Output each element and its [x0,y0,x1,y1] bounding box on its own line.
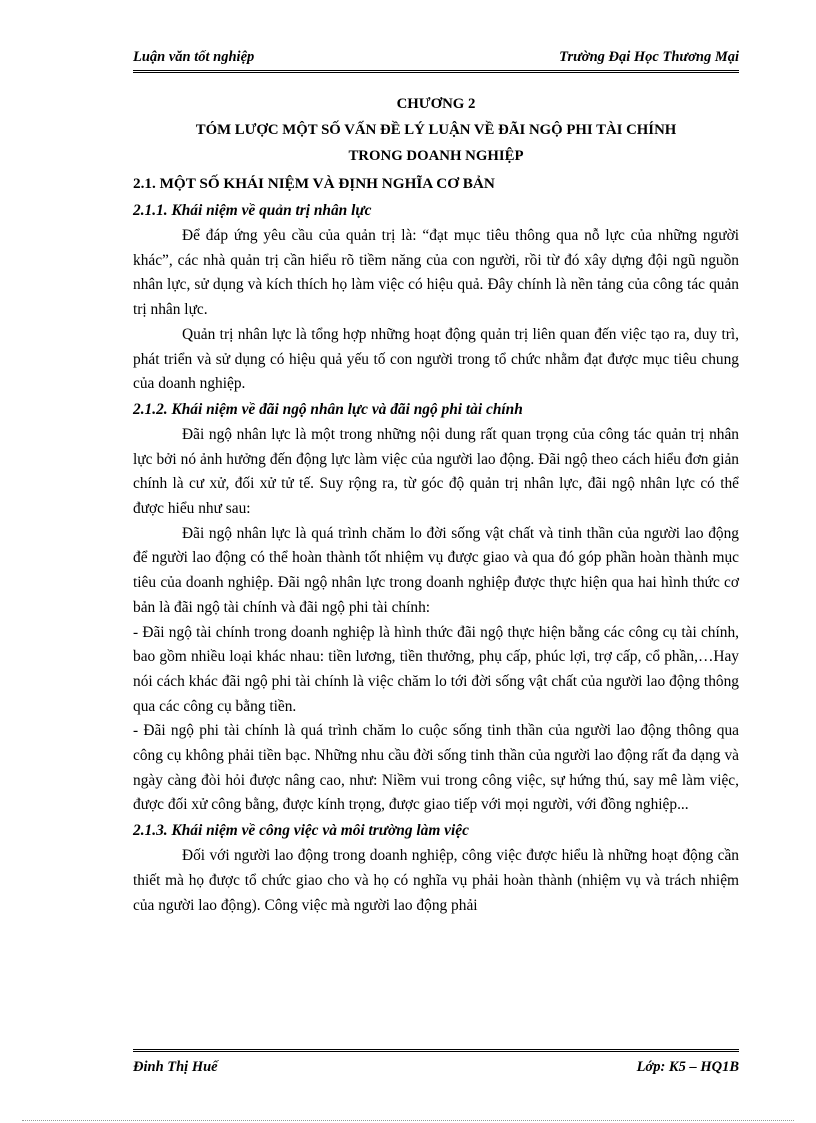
section-heading: 2.1. MỘT SỐ KHÁI NIỆM VÀ ĐỊNH NGHĨA CƠ BẢN [133,175,495,192]
paragraph: Quản trị nhân lực là tổng hợp những hoạt động quản trị liên quan đến việc tạo ra, duy trì, phát triển và sử dụng có hiệu quả yếu tố con người trong tổ chức nhằm đạt được mục tiêu chung của doanh nghiệp. [133,325,739,393]
paragraph: Để đáp ứng yêu cầu của quản trị là: “đạt mục tiêu thông qua nỗ lực của những người khác”, các nhà quản trị cần hiểu rõ tiềm năng của con người, rồi từ đó xây dựng đội ngũ nguồn nhân lực, sử dụng và kích thích họ làm việc có hiệu quả. Đây chính là nền tảng của công tác quản trị nhân lực. [133,227,739,319]
paragraph: Đối với người lao động trong doanh nghiệp, công việc được hiểu là những hoạt động cần thiết mà họ được tổ chức giao cho và họ có nghĩa vụ phải hoàn thành (nhiệm vụ và trách nhiệm của người lao động). Công việc mà người lao động phải [133,847,739,914]
subsection-heading-1: 2.1.1. Khái niệm về quản trị nhân lực [133,202,372,219]
paragraph: Đãi ngộ nhân lực là một trong những nội dung rất quan trọng của công tác quản trị nhân lực bởi nó ảnh hưởng đến động lực làm việc của người lao động. Đãi ngộ theo cách hiểu đơn giản chính là cư xử, đối xử tử tế. Suy rộng ra, từ góc độ quản trị nhân lực, đãi ngộ nhân lực có thể được hiểu như sau: [133,425,739,518]
chapter-title-line1: TÓM LƯỢC MỘT SỐ VẤN ĐỀ LÝ LUẬN VỀ ĐÃI NGỘ PHI TÀI CHÍNH [195,122,677,138]
chapter-title-line2: TRONG DOANH NGHIỆP [348,148,524,164]
bullet-paragraph: - Đãi ngộ phi tài chính là quá trình chăm lo cuộc sống tinh thần của người lao động thông qua công cụ không phải tiền bạc. Những nhu cầu đời sống tinh thần của người lao động rất đa dạng và ngày càng đòi hỏi được nâng cao, như: Niềm vui trong công việc, sự hứng thú, say mê làm việc, được đối xử công bằng, được kính trọng, được giao tiếp với mọi người, với đồng nghiệp... [133,722,739,814]
header-rule [133,70,739,73]
footer-rule [133,1049,739,1052]
page-body [133,91,739,918]
paragraph: Đãi ngộ nhân lực là quá trình chăm lo đời sống vật chất và tinh thần của người lao động để người lao động có thể hoàn thành tốt nhiệm vụ được giao và qua đó góp phần hoàn thành mục tiêu của doanh nghiệp. Đãi ngộ nhân lực trong doanh nghiệp được thực hiện qua hai hình thức cơ bản là đãi ngộ tài chính và đãi ngộ phi tài chính: [133,524,739,616]
footer-class: Lớp: K5 – HQ1B [636,1059,739,1075]
page-footer [133,1059,739,1076]
bullet-paragraph: - Đãi ngộ tài chính trong doanh nghiệp là hình thức đãi ngộ thực hiện bằng các công cụ tài chính, bao gồm nhiều loại khác nhau: tiền lương, tiền thưởng, phụ cấp, phúc lợi, trợ cấp, cổ phần,…Hay nói cách khác đãi ngộ phi tài chính là việc chăm lo tới đời sống vật chất của người lao động thông qua các công cụ bằng tiền. [133,623,739,715]
page-header [133,49,739,66]
header-left: Luận văn tốt nghiệp [133,49,255,65]
header-right: Trường Đại Học Thương Mại [559,49,739,65]
chapter-number: CHƯƠNG 2 [396,96,476,112]
subsection-heading-2: 2.1.2. Khái niệm về đãi ngộ nhân lực và đãi ngộ phi tài chính [133,400,523,418]
page-edge-line [22,1120,794,1121]
footer-author: Đinh Thị Huế [133,1059,218,1075]
subsection-heading-3: 2.1.3. Khái niệm về công việc và môi trường làm việc [133,822,469,840]
